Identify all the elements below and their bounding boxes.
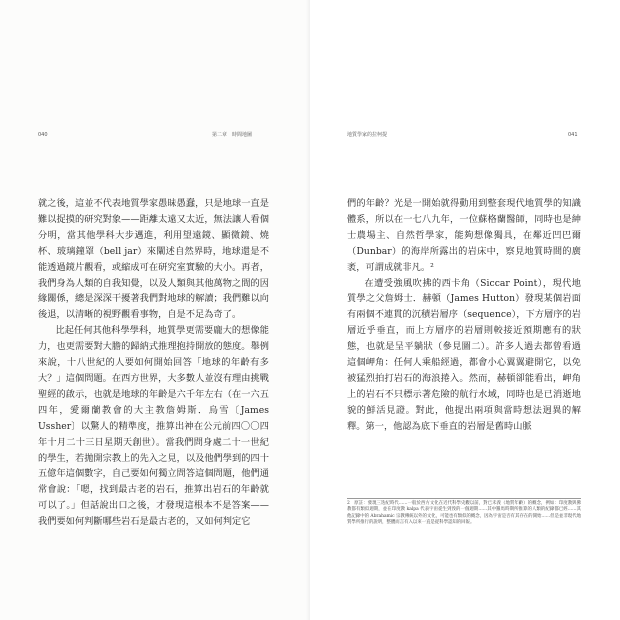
right-page-number: 041 (568, 132, 578, 138)
paragraph: 就之後，這並不代表地質學家愚昧愚蠢，只是地球一直是難以捉摸的研究對象——距離太遠又太近，無法讓人看個分明，當其他學科大步邁進，利用望遠鏡、顯微鏡、燒杯、玻璃鐘罩（bell jar）來闡述自然界時，地球還是不能透過鏡片觀看，或縮成可在研究室實驗的大小。再者，我們身為人類的自我知覺，以及人類與其他萬物之間的因緣關係，總是深深干擾著我們對地球的解讀；我們難以向後退，以清晰的視野觀看事物，自是不足為奇了。 (38, 198, 269, 321)
left-running-head: 第二章 時間地圖 (212, 132, 253, 138)
right-running-head: 地質學家的拉柯提 (347, 132, 388, 138)
right-page (310, 0, 620, 620)
paragraph: 比起任何其他科學學科，地質學更需要龐大的想像能力，也更需要對大膽的歸納式推理抱持開放的態度。舉例來說，十八世紀的人要如何開始回答「地球的年齡有多大？」這個問題。在西方世界，大多數人並沒有理由挑戰聖經的啟示，也就是地球的年齡是六千年左右（在一六五四年，愛爾蘭教會的大主教詹姆斯．烏雪〔James Ussher〕以驚人的精準度，推算出神在公元前四〇〇四年十月二十三日星期天創世）。當我們問身處二十一世紀的學生，若拋開宗教上的先入之見，以及他們學到的四十五億年這個數字，自己要如何獨立問答這個問題，他們通常會說：「嗯，找到最古老的岩石，推算出岩石的年齡就可以了。」但話說出口之後，才發現這根本不是答案——我們要如何判斷哪些岩石是最古老的，又如何判定它 (38, 325, 269, 528)
right-body-text (347, 196, 581, 435)
left-body-text (38, 196, 269, 530)
left-page-number: 040 (38, 132, 48, 138)
paragraph: 們的年齡？光是一開始就得動用到整套現代地質學的知識體系，所以在一七八九年，一位蘇格蘭醫師，同時也是紳士農場主、自然哲學家，能夠想像獨具，在鄰近凹巴爾（Dunbar）的海岸所露出的岩床中，察見地質時間的廣袤，可謂成就非凡。² (347, 198, 581, 273)
footnote-divider (347, 498, 581, 499)
paragraph: 在遭受強風吹拂的西卡角（Siccar Point），現代地質學之父詹姆士．赫頓（James Hutton）發現某個岩面有兩個不連貫的沉積岩層序（sequence），下方層序的岩層近乎垂直，而上方層序的岩層則較接近預期應有的狀態，也就是呈平躺狀（參見圖二）。許多人過去都曾看過這個岬角：任何人乘船經過，都會小心翼翼避開它，以免被猛烈拍打岩石的海浪捲入。然而，赫頓卻能看出，岬角上的岩石不只標示著危險的航行水域，同時也是已消逝地貌的鮮活見證。對此，他提出兩項與當時想法迥異的解釋。第一，他認為底下垂直的岩層是舊時山脈 (347, 277, 581, 432)
footnote: 2 原註：發現三迭紀時代……一般於西方文化在近代科學史觀以前，對已未義（地質年齡）的概念，例如：印度教與佛教都有類似週期，並在印度教 kalpa 代表宇宙從生到毀的一個週期……其中羅馬時期所推算的人類的紀錄都已經……其他記錄中的 Abrahamic 宗教傳統以外的文化，可能也有類似的概念，因為宇宙是否有其存在的開始……但是並非現代地質學所推行的說明，整體而言有入以來一直是從科學認知的回報。 (347, 501, 581, 525)
